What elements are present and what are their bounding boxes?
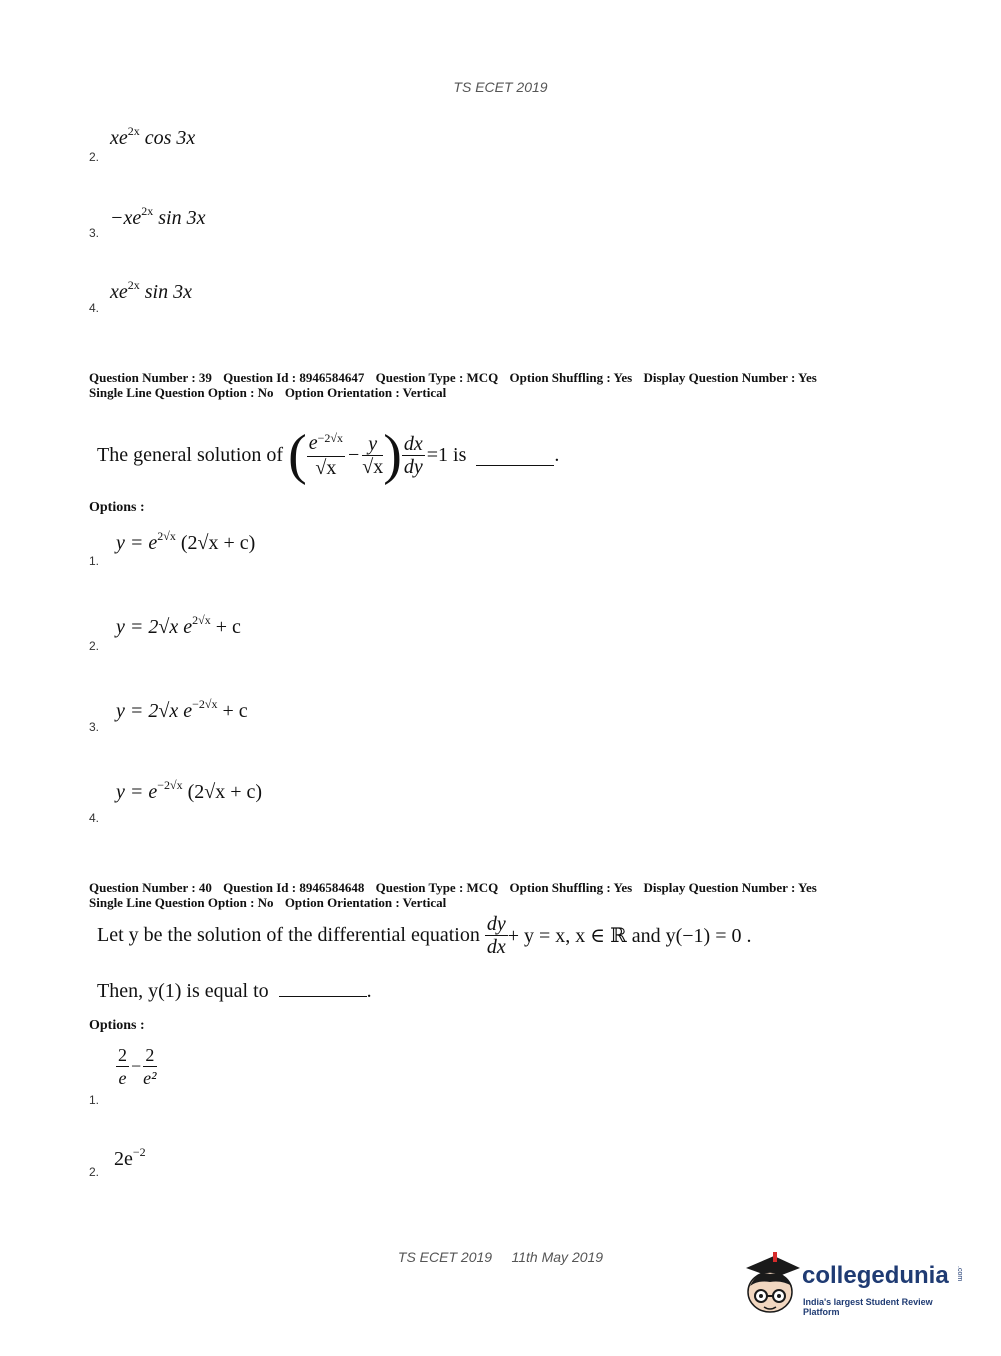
q39-statement: The general solution of ( $\frac{e^{-2√x}}{√x}$ − $\frac{y}{√x}$ ) $\frac{dx}{dy}$ =1 is .: [97, 424, 560, 486]
mascot-icon: [740, 1252, 802, 1322]
q39-option-2-number: 2.: [89, 639, 100, 653]
brand-tagline: India's largest Student Review Platform: [803, 1297, 933, 1317]
q40-meta-line1: Question Number : 40 Question Id : 8946584648 Question Type : MCQ Option Shuffling : Yes Display Question Number : Yes: [89, 880, 817, 895]
q40-answer-blank: [279, 978, 367, 997]
q39-frac2: $\frac{y}{√x}$: [362, 432, 384, 478]
q39-options-label: Options :: [89, 500, 145, 515]
page-footer: TS ECET 2019 11th May 2019: [397, 1249, 604, 1265]
q39-option-3-formula: y = 2√x $e^{-2√x} + c$: [116, 697, 248, 722]
page-header: TS ECET 2019: [453, 79, 548, 95]
q40-option-2-formula: $2e^{-2}$: [114, 1145, 146, 1170]
q39-meta-line1: Question Number : 39 Question Id : 8946584647 Question Type : MCQ Option Shuffling : Yes Display Question Number : Yes: [89, 370, 817, 385]
prev-option-4-formula: $xe^{2x}$ sin 3x: [110, 278, 192, 303]
prev-option-2-formula: $xe^{2x}$ cos 3x: [110, 124, 196, 149]
prev-option-3-number: 3.: [89, 226, 100, 240]
prev-option-3-formula: $-xe^{2x}$ sin 3x: [110, 204, 206, 229]
q39-option-4-formula: $y = e^{-2√x}$ (2√x + c): [116, 778, 263, 803]
prev-option-2-number: 2.: [89, 150, 100, 164]
q39-option-4-number: 4.: [89, 811, 100, 825]
collegedunia-logo: [740, 1252, 970, 1322]
q39-option-1-formula: $y = e^{2√x}$ (2√x + c): [116, 529, 256, 554]
q39-frac1: $\frac{e^{-2√x}}{√x}$: [308, 430, 343, 479]
q39-option-2-formula: y = 2√x $e^{2√x} + c$: [116, 613, 241, 638]
q39-option-1-number: 1.: [89, 554, 100, 568]
q39-frac3: $\frac{dx}{dy}$: [403, 432, 423, 478]
q40-meta: [89, 880, 817, 910]
q39-meta: [89, 370, 817, 400]
q40-option-1-formula: $\frac{2}{e}$ − $\frac{2}{\text{e²}}$: [118, 1045, 157, 1088]
q40-statement: Let y be the solution of the differential equation $\frac{dy}{dx}$ + y = x, x ∈ ℝ and y(−1) = 0 .: [97, 912, 752, 958]
q39-answer-blank: [476, 445, 554, 466]
brand-name: collegedunia: [802, 1262, 949, 1289]
q40-statement-then: Then, y(1) is equal to .: [97, 980, 372, 1002]
q40-option-1-number: 1.: [89, 1093, 100, 1107]
q40-meta-line2: Single Line Question Option : No Option Orientation : Vertical: [89, 895, 447, 910]
prev-option-4-number: 4.: [89, 301, 100, 315]
brand-dotcom: .com: [956, 1266, 963, 1282]
q40-option-2-number: 2.: [89, 1165, 100, 1179]
q40-derivative: $\frac{dy}{dx}$: [486, 912, 506, 958]
q39-meta-line2: Single Line Question Option : No Option Orientation : Vertical: [89, 385, 447, 400]
q40-options-label: Options :: [89, 1018, 145, 1033]
q39-option-3-number: 3.: [89, 720, 100, 734]
